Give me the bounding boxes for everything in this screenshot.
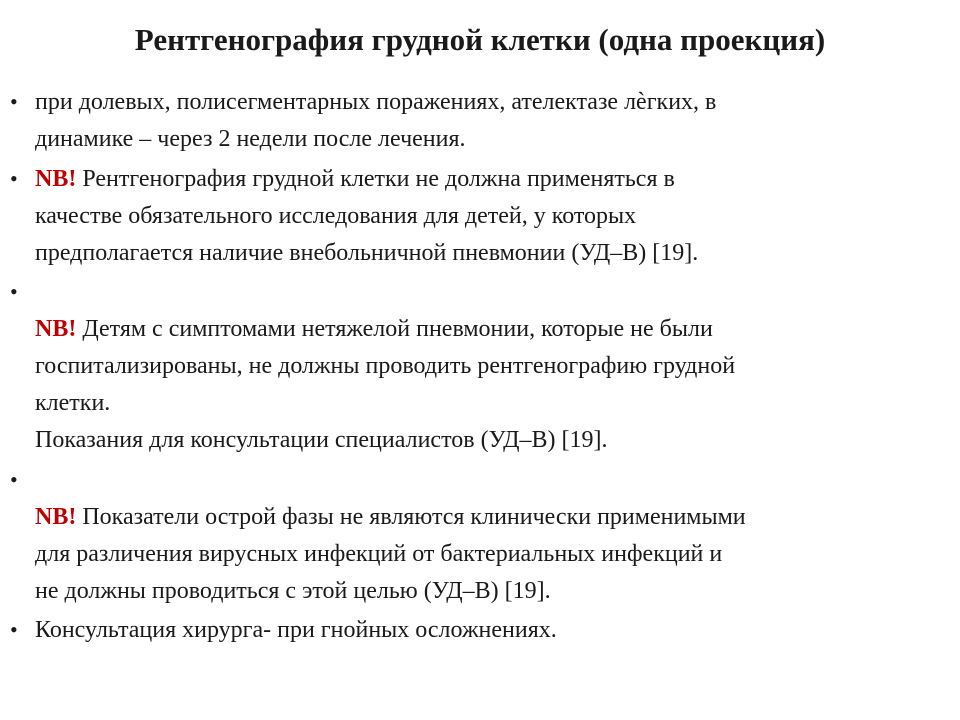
bullet-dot-icon: • <box>10 617 18 642</box>
bullet-dot-icon: • <box>10 467 18 492</box>
bullet-text <box>35 612 940 649</box>
bullet-line: качестве обязательного исследования для детей, у которых <box>35 203 637 229</box>
bullet-text <box>35 462 940 610</box>
bullet-line: Показания для консультации специалистов (УД–В) [19]. <box>35 427 608 453</box>
bullet-line <box>35 311 940 348</box>
bullet-item <box>10 462 940 610</box>
bullet-line <box>35 161 940 198</box>
bullet-text <box>35 84 940 158</box>
bullet-line: при долевых, полисегментарных поражениях, ателектазе лѐгких, в <box>35 89 717 115</box>
bullet-line: для различения вирусных инфекций от бактериальных инфекций и <box>35 541 723 567</box>
bullet-item <box>10 274 940 459</box>
bullet-text <box>35 161 940 272</box>
bullet-item <box>10 161 940 272</box>
bullet-line <box>35 499 940 536</box>
bullet-line-text: Детям с симптомами нетяжелой пневмонии, которые не были <box>76 316 713 342</box>
bullet-text <box>35 274 940 459</box>
nb-label: NB! <box>35 316 77 342</box>
bullet-dot-icon: • <box>10 166 18 191</box>
bullet-line-text: Показатели острой фазы не являются клинически применимыми <box>76 504 746 530</box>
nb-label: NB! <box>35 166 77 192</box>
bullet-line: предполагается наличие внебольничной пневмонии (УД–В) [19]. <box>35 240 699 266</box>
bullet-dot-icon: • <box>10 279 18 304</box>
bullet-item <box>10 612 940 649</box>
nb-label: NB! <box>35 504 77 530</box>
bullet-line: динамике – через 2 недели после лечения. <box>35 126 466 152</box>
bullet-item <box>10 84 940 158</box>
bullet-line: не должны проводиться с этой целью (УД–В) [19]. <box>35 578 551 604</box>
bullet-line-text: Рентгенография грудной клетки не должна применяться в <box>76 166 675 192</box>
bullet-line: Консультация хирурга- при гнойных осложнениях. <box>35 617 557 643</box>
slide-title: Рентгенография грудной клетки (одна проекция) <box>134 22 826 57</box>
bullet-line: госпитализированы, не должны проводить рентгенографию грудной <box>35 353 736 379</box>
bullet-dot-icon: • <box>10 89 18 114</box>
bullet-line: клетки. <box>35 390 111 416</box>
